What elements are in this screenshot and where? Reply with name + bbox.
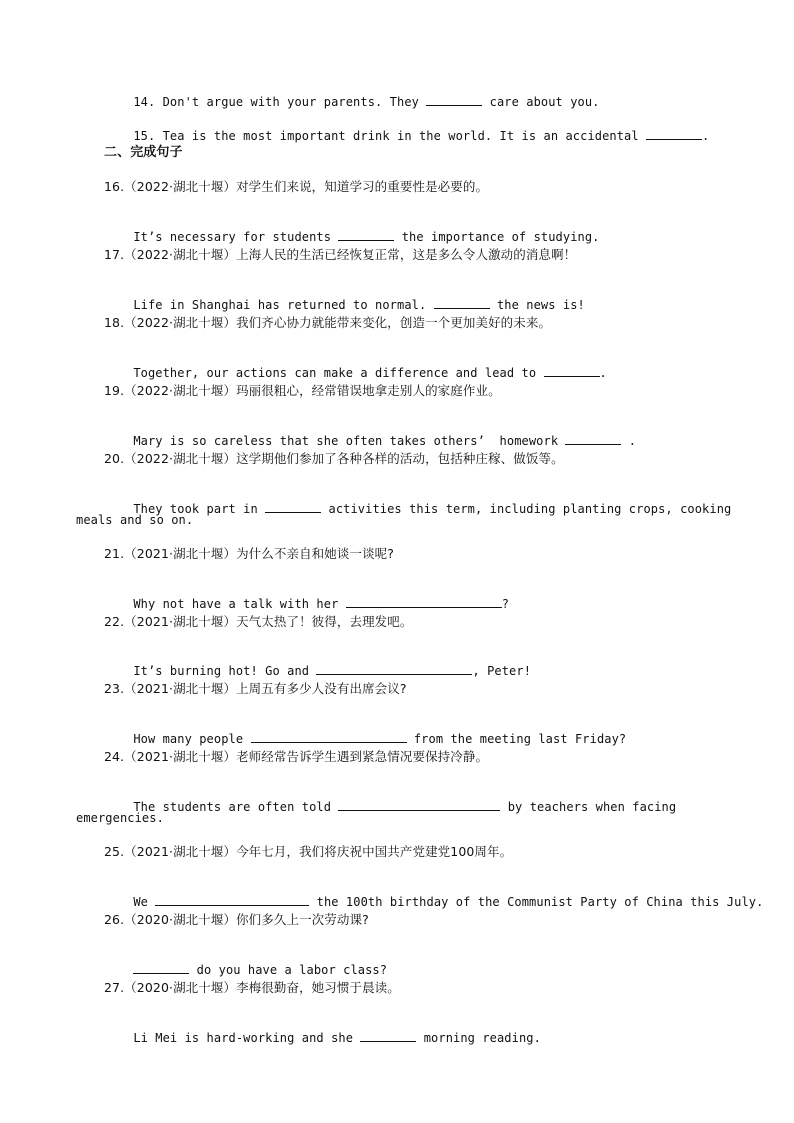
q20-blank xyxy=(265,501,321,513)
q17-text-after: the news is! xyxy=(496,298,585,312)
q25-chinese: 25.（2021·湖北十堰）今年七月，我们将庆祝中国共产党建党100周年。 xyxy=(104,844,513,859)
q21-blank xyxy=(346,596,502,608)
q16-chinese: 16.（2022·湖北十堰）对学生们来说，知道学习的重要性是必要的。 xyxy=(104,179,489,194)
q25-text-before: We xyxy=(133,895,148,909)
q16-text-after: the importance of studying. xyxy=(401,230,600,244)
q15-text-before: 15. Tea is the most important drink in the world. It is an accidental xyxy=(133,129,639,143)
q24-blank xyxy=(338,799,500,811)
question-15 xyxy=(104,112,709,160)
q22-text-before: It’s burning hot! Go and xyxy=(133,664,310,678)
q23-text-after: from the meeting last Friday? xyxy=(413,732,627,746)
q18-blank xyxy=(544,365,600,377)
q24-continuation: emergencies. xyxy=(76,811,164,825)
question-27 xyxy=(104,1014,541,1062)
q16-text-before: It’s necessary for students xyxy=(133,230,332,244)
q18-chinese: 18.（2022·湖北十堰）我们齐心协力就能带来变化，创造一个更加美好的未来。 xyxy=(104,315,552,330)
q24-text-before: The students are often told xyxy=(133,800,332,814)
q20-text-after: activities this term, including planting crops, cooking xyxy=(328,502,732,516)
q16-blank xyxy=(338,229,394,241)
q24-chinese: 24.（2021·湖北十堰）老师经常告诉学生遇到紧急情况要保持冷静。 xyxy=(104,749,489,764)
q21-text-after: ? xyxy=(501,597,510,611)
q15-text-after: . xyxy=(702,129,710,143)
q20-text-before: They took part in xyxy=(133,502,258,516)
q21-text-before: Why not have a talk with her xyxy=(133,597,339,611)
q23-blank xyxy=(251,731,407,743)
q25-text-after: the 100th birthday of the Communist Party of China this July. xyxy=(316,895,764,909)
q19-blank xyxy=(565,433,621,445)
question-24 xyxy=(104,783,676,831)
q21-chinese: 21.（2021·湖北十堰）为什么不亲自和她谈一谈呢? xyxy=(104,546,394,561)
section-heading: 二、完成句子 xyxy=(104,145,183,160)
q22-chinese: 22.（2021·湖北十堰）天气太热了！彼得，去理发吧。 xyxy=(104,614,413,629)
q17-blank xyxy=(434,297,490,309)
q24-text-after: by teachers when facing xyxy=(507,800,677,814)
q14-text-before: 14. Don't argue with your parents. They xyxy=(133,95,419,109)
q19-text-after: . xyxy=(621,434,637,448)
q17-text-before: Life in Shanghai has returned to normal. xyxy=(133,298,427,312)
q22-text-after: , Peter! xyxy=(472,664,532,678)
q20-continuation: meals and so on. xyxy=(76,513,194,527)
q19-chinese: 19.（2022·湖北十堰）玛丽很粗心，经常错误地拿走别人的家庭作业。 xyxy=(104,383,501,398)
q26-blank xyxy=(133,962,189,974)
q18-text-before: Together, our actions can make a difference and lead to xyxy=(133,366,537,380)
q19-text-before: Mary is so careless that she often takes others’ homework xyxy=(133,434,559,448)
q26-chinese: 26.（2020·湖北十堰）你们多久上一次劳动课? xyxy=(104,912,369,927)
question-20 xyxy=(104,485,731,533)
q23-text-before: How many people xyxy=(133,732,244,746)
q22-blank xyxy=(316,663,472,675)
q23-chinese: 23.（2021·湖北十堰）上周五有多少人没有出席会议? xyxy=(104,681,407,696)
q18-text-after: . xyxy=(599,366,607,380)
q15-blank xyxy=(646,128,702,140)
q17-chinese: 17.（2022·湖北十堰）上海人民的生活已经恢复正常，这是多么令人激动的消息啊！ xyxy=(104,247,577,262)
q14-blank xyxy=(426,94,482,106)
q25-blank xyxy=(155,894,309,906)
q26-text-after: do you have a labor class? xyxy=(196,963,388,977)
q14-text-after: care about you. xyxy=(489,95,600,109)
q27-text-before: Li Mei is hard-working and she xyxy=(133,1031,354,1045)
q27-blank xyxy=(360,1030,416,1042)
q20-chinese: 20.（2022·湖北十堰）这学期他们参加了各种各样的活动，包括种庄稼、做饭等。 xyxy=(104,451,564,466)
q27-text-after: morning reading. xyxy=(423,1031,541,1045)
q27-chinese: 27.（2020·湖北十堰）李梅很勤奋，她习惯于晨读。 xyxy=(104,980,400,995)
